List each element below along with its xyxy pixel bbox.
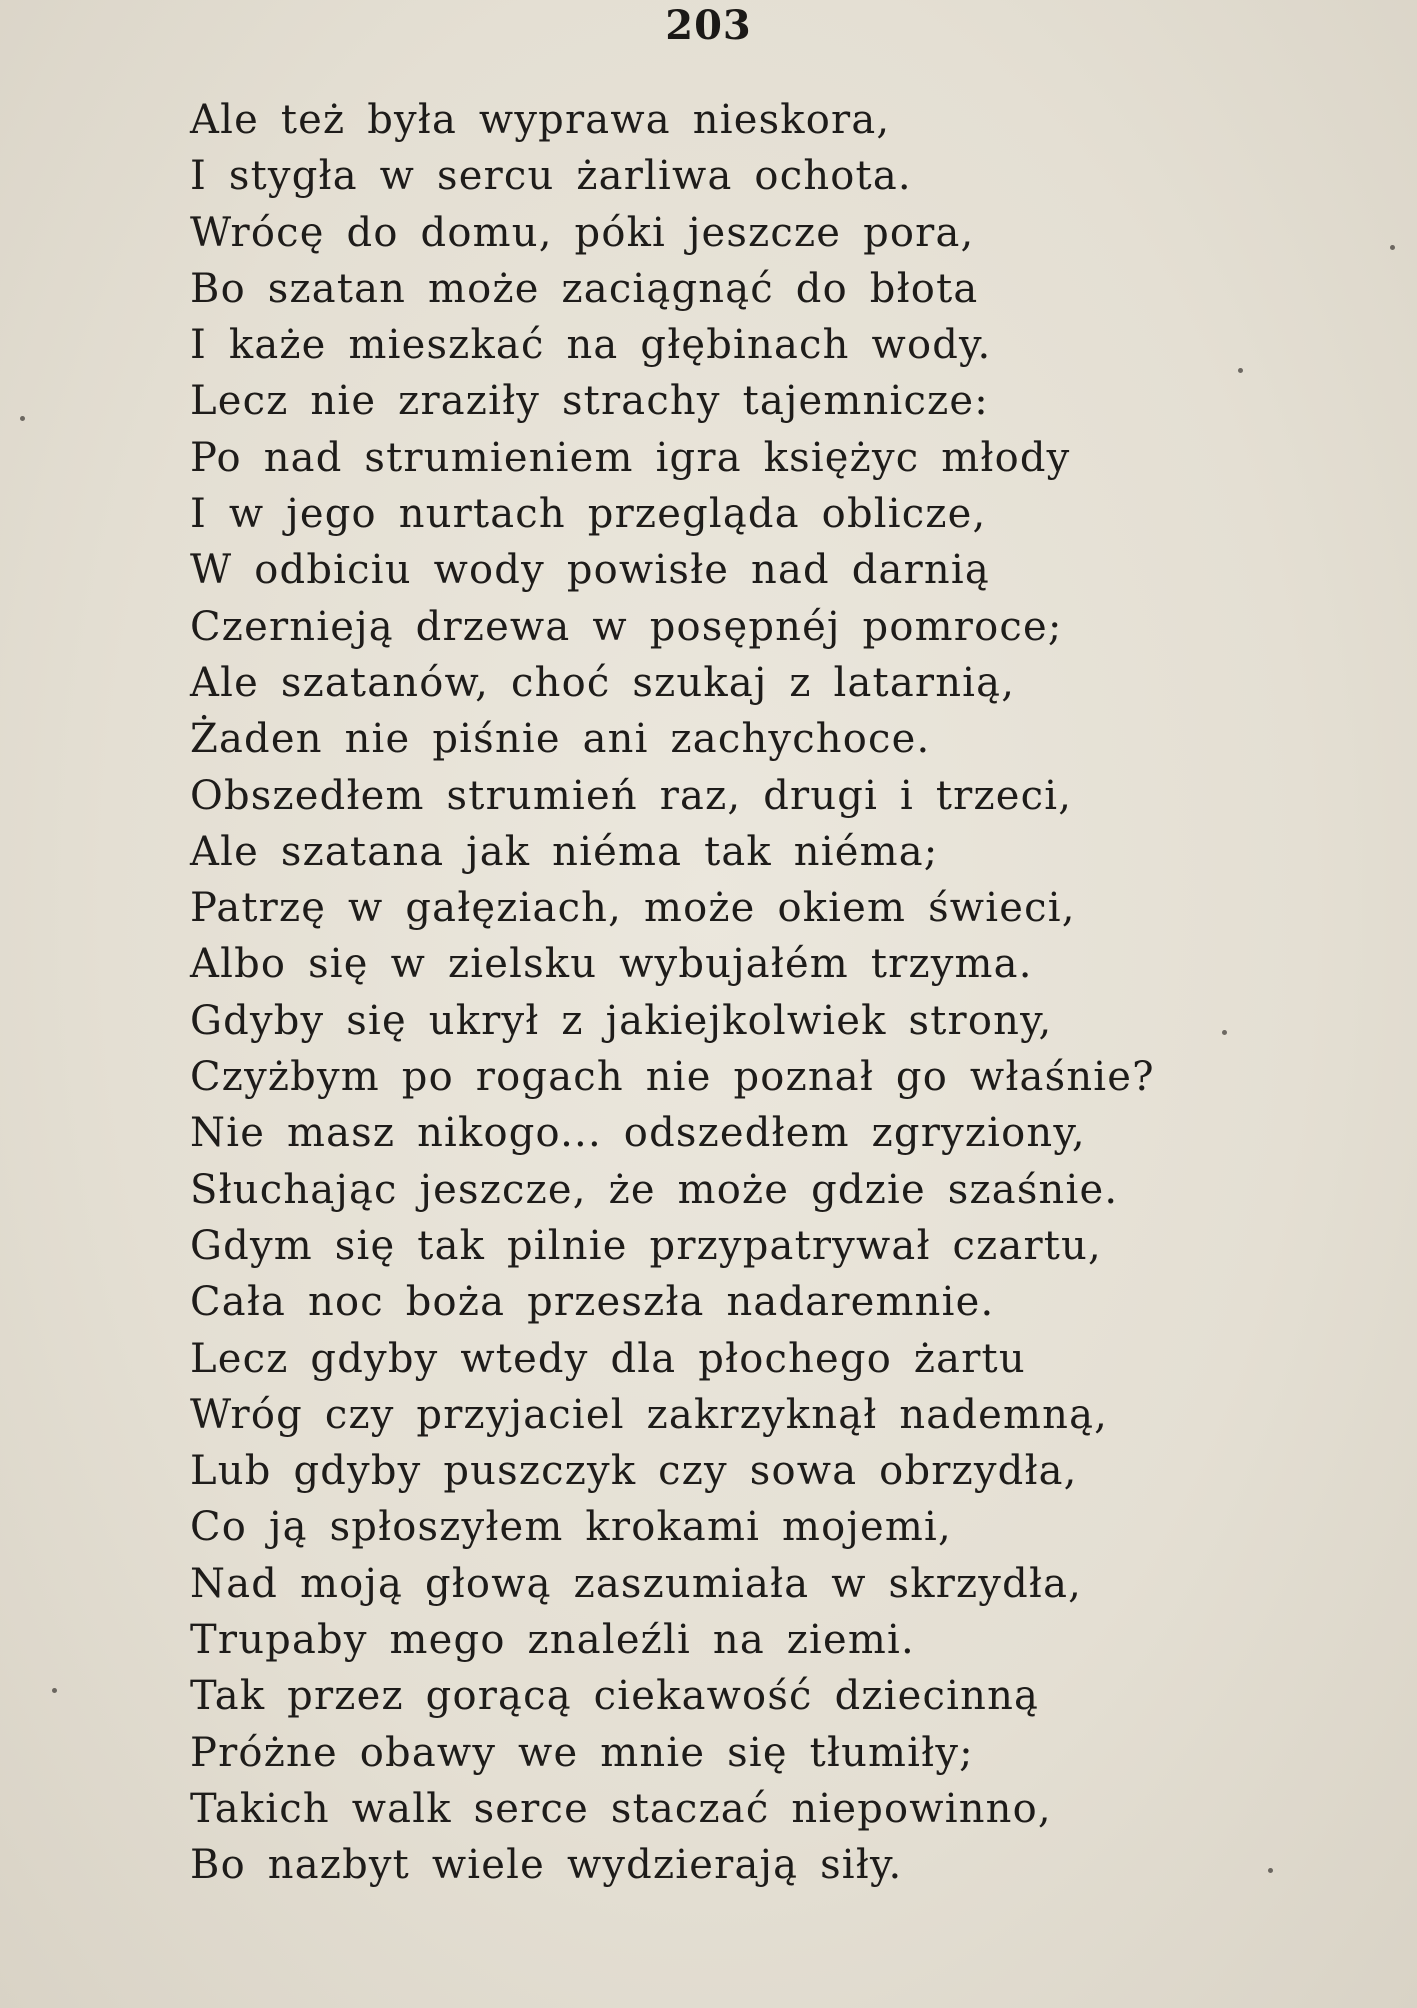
poem-line: Po nad strumieniem igra księżyc młody [190, 434, 1071, 481]
paper-speck [1390, 245, 1395, 250]
page-number: 203 [665, 2, 752, 49]
poem-text [190, 92, 1310, 1894]
poem-line: Obszedłem strumień raz, drugi i trzeci, [190, 772, 1073, 819]
poem-line: Patrzę w gałęziach, może okiem świeci, [190, 885, 1076, 932]
poem-line: Czernieją drzewa w posępnéj pomroce; [190, 603, 1063, 650]
poem-line: I stygła w sercu żarliwa ochota. [190, 153, 912, 200]
poem-line: I każe mieszkać na głębinach wody. [190, 322, 992, 369]
poem-line: I w jego nurtach przegląda oblicze, [190, 491, 987, 538]
poem-line: Nad moją głową zaszumiała w skrzydła, [190, 1560, 1083, 1607]
poem-line: Tak przez gorącą ciekawość dziecinną [190, 1673, 1040, 1720]
poem-line: W odbiciu wody powisłe nad darnią [190, 547, 990, 594]
paper-speck [1268, 1868, 1273, 1873]
poem-line: Takich walk serce staczać niepowinno, [190, 1785, 1052, 1832]
poem-line: Trupaby mego znaleźli na ziemi. [190, 1617, 915, 1664]
poem-line: Bo nazbyt wiele wydzierają siły. [190, 1842, 903, 1889]
poem-line: Albo się w zielsku wybujałém trzyma. [190, 941, 1033, 988]
poem-line: Lecz nie zraziły strachy tajemnicze: [190, 378, 989, 425]
poem-line: Czyżbym po rogach nie poznał go właśnie? [190, 1054, 1155, 1101]
paper-speck [1238, 368, 1243, 373]
paper-speck [1222, 1030, 1227, 1035]
poem-line: Gdym się tak pilnie przypatrywał czartu, [190, 1222, 1102, 1269]
poem-line: Ale też była wyprawa nieskora, [190, 97, 891, 143]
poem-line: Lecz gdyby wtedy dla płochego żartu [190, 1335, 1026, 1382]
poem-line: Lub gdyby puszczyk czy sowa obrzydła, [190, 1448, 1078, 1495]
poem-line: Próżne obawy we mnie się tłumiły; [190, 1729, 974, 1776]
poem-line: Gdyby się ukrył z jakiejkolwiek strony, [190, 997, 1053, 1044]
paper-speck [52, 1688, 57, 1693]
poem-line: Nie masz nikogo... odszedłem zgryziony, [190, 1110, 1086, 1157]
paper-speck [20, 416, 25, 421]
poem-line: Wrócę do domu, póki jeszcze pora, [190, 209, 975, 256]
poem-line: Ale szatana jak niéma tak niéma; [190, 828, 939, 875]
poem-line: Ale szatanów, choć szukaj z latarnią, [190, 659, 1016, 706]
poem-line: Cała noc boża przeszła nadaremnie. [190, 1279, 995, 1326]
poem-line: Co ją spłoszyłem krokami mojemi, [190, 1504, 952, 1551]
poem-line: Słuchając jeszcze, że może gdzie szaśnie. [190, 1166, 1119, 1213]
poem-line: Bo szatan może zaciągnąć do błota [190, 265, 979, 312]
poem-line: Żaden nie piśnie ani zachychoce. [190, 716, 931, 763]
poem-line: Wróg czy przyjaciel zakrzyknął nademną, [190, 1391, 1109, 1438]
